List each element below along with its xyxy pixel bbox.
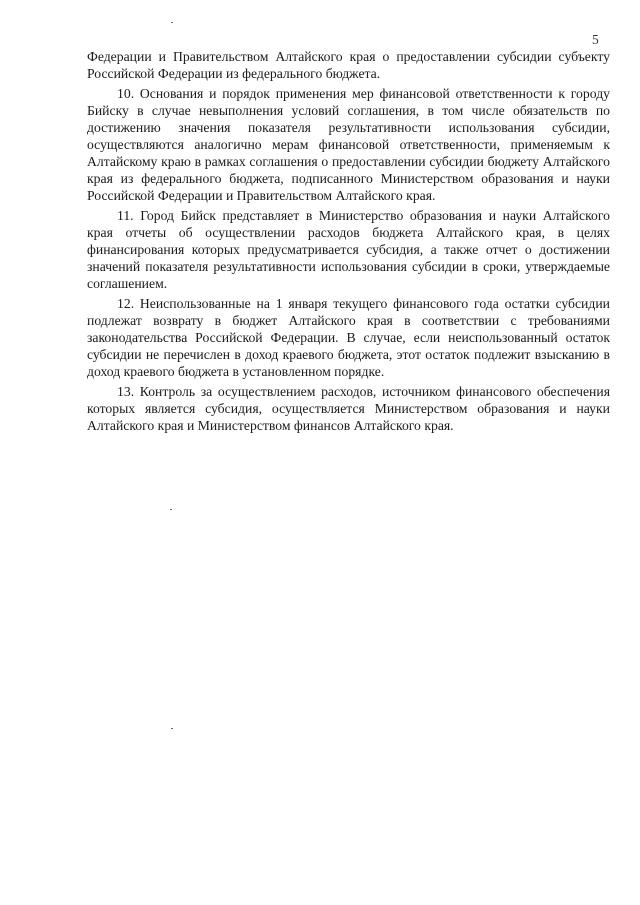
- scan-artifact-dot: [171, 728, 173, 729]
- paragraph-continuation: Федерации и Правительством Алтайского края о предоставлении субсидии субъекту Российской Федерации из федерального бюджета.: [87, 49, 610, 81]
- paragraph-item-13: 13. Контроль за осуществлением расходов, источником финансового обеспечения которых является субсидия, осуществляется Министерством образования и науки Алтайского края и Министерством финансов Алтайского края.: [87, 384, 610, 433]
- scan-artifact-dot: [171, 22, 173, 23]
- paragraph-item-12: 12. Неиспользованные на 1 января текущего финансового года остатки субсидии подлежат возврату в бюджет Алтайского края в соответствии с требованиями законодательства Российской Федерации. В случае, если неиспользованный остаток субсидии не перечислен в доход краевого бюджета, этот остаток подлежит взысканию в доход краевого бюджета в установленном порядке.: [87, 296, 610, 379]
- document-body: [87, 48, 610, 434]
- paragraph-item-10: 10. Основания и порядок применения мер финансовой ответственности к городу Бийску в случае невыполнения условий соглашения, в том числе обязательств по достижению значения показателя результативности использования субсидии, осуществляются аналогично мерам финансовой ответственности, применяемым к Алтайскому краю в рамках соглашения о предоставлении субсидии бюджету Алтайского края из федерального бюджета, подписанного Министерством образования и науки Российской Федерации и Правительством Алтайского края.: [87, 86, 610, 203]
- page-number: 5: [592, 32, 599, 47]
- scan-artifact-dot: [170, 509, 172, 510]
- paragraph-item-11: 11. Город Бийск представляет в Министерство образования и науки Алтайского края отчеты об осуществлении расходов бюджета Алтайского края, в целях финансирования которых предусматривается субсидия, а также отчет о достижении значений показателя результативности использования субсидии в сроки, утверждаемые соглашением.: [87, 208, 610, 291]
